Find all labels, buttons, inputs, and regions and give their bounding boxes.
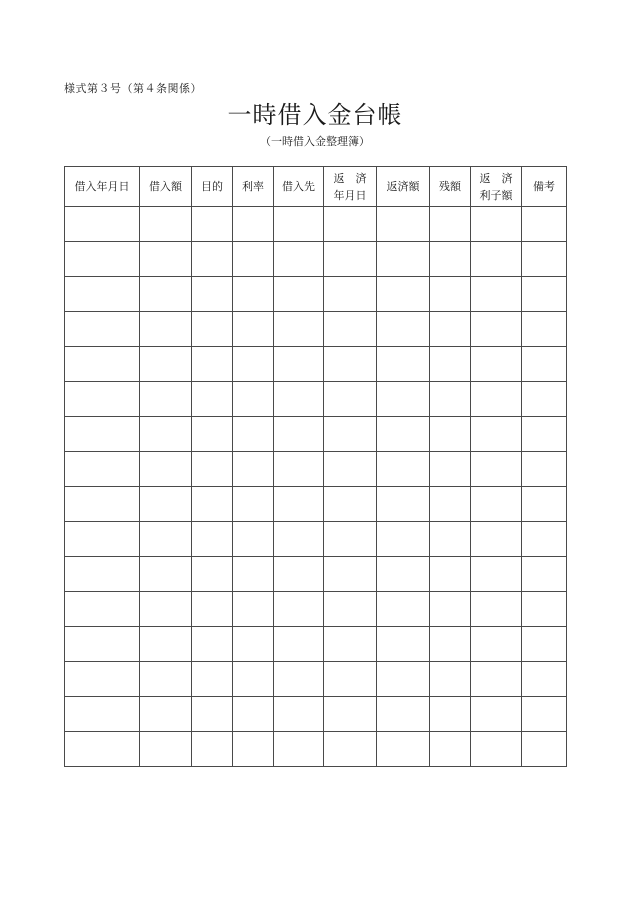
header-row <box>65 167 567 207</box>
col-header-purpose: 目的 <box>192 167 233 207</box>
table-cell-borrow-date[interactable] <box>65 627 140 662</box>
table-cell-lender[interactable] <box>274 662 324 697</box>
table-cell-borrow-amount[interactable] <box>140 382 192 417</box>
table-cell-repay-date[interactable] <box>324 522 377 557</box>
table-cell-purpose[interactable] <box>192 242 233 277</box>
table-cell-balance[interactable] <box>430 487 471 522</box>
table-cell-remarks[interactable] <box>522 487 567 522</box>
col-header-borrow-date: 借入年月日 <box>65 167 140 207</box>
table-cell-balance[interactable] <box>430 522 471 557</box>
table-cell-borrow-amount[interactable] <box>140 277 192 312</box>
table-cell-borrow-amount[interactable] <box>140 522 192 557</box>
table-cell-repay-amount[interactable] <box>377 522 430 557</box>
table-cell-purpose[interactable] <box>192 732 233 767</box>
table-cell-repay-interest[interactable] <box>471 277 522 312</box>
table-cell-repay-interest[interactable] <box>471 697 522 732</box>
table-cell-interest-rate[interactable] <box>233 487 274 522</box>
table-cell-purpose[interactable] <box>192 452 233 487</box>
table-cell-borrow-date[interactable] <box>65 487 140 522</box>
table-row <box>65 487 567 522</box>
table-cell-repay-date[interactable] <box>324 452 377 487</box>
table-cell-interest-rate[interactable] <box>233 242 274 277</box>
table-cell-balance[interactable] <box>430 452 471 487</box>
table-cell-repay-interest[interactable] <box>471 557 522 592</box>
table-cell-purpose[interactable] <box>192 417 233 452</box>
table-cell-repay-interest[interactable] <box>471 382 522 417</box>
table-cell-balance[interactable] <box>430 312 471 347</box>
table-cell-repay-interest[interactable] <box>471 487 522 522</box>
table-cell-repay-interest[interactable] <box>471 347 522 382</box>
table-cell-borrow-date[interactable] <box>65 417 140 452</box>
col-header-balance: 残額 <box>430 167 471 207</box>
col-header-repay-interest: 返 済 利子額 <box>471 167 522 207</box>
table-cell-repay-date[interactable] <box>324 312 377 347</box>
table-row <box>65 732 567 767</box>
table-row <box>65 592 567 627</box>
table-cell-borrow-date[interactable] <box>65 382 140 417</box>
table-cell-lender[interactable] <box>274 382 324 417</box>
table-cell-balance[interactable] <box>430 662 471 697</box>
table-cell-borrow-date[interactable] <box>65 662 140 697</box>
table-cell-borrow-amount[interactable] <box>140 312 192 347</box>
table-cell-remarks[interactable] <box>522 452 567 487</box>
table-cell-repay-amount[interactable] <box>377 417 430 452</box>
table-row <box>65 522 567 557</box>
table-cell-repay-interest[interactable] <box>471 312 522 347</box>
table-cell-borrow-date[interactable] <box>65 242 140 277</box>
table-cell-borrow-amount[interactable] <box>140 662 192 697</box>
table-cell-interest-rate[interactable] <box>233 697 274 732</box>
col-header-lender: 借入先 <box>274 167 324 207</box>
table-row <box>65 697 567 732</box>
table-cell-purpose[interactable] <box>192 312 233 347</box>
table-cell-repay-amount[interactable] <box>377 627 430 662</box>
table-cell-balance[interactable] <box>430 557 471 592</box>
table-row <box>65 452 567 487</box>
table-cell-repay-amount[interactable] <box>377 382 430 417</box>
table-cell-balance[interactable] <box>430 207 471 242</box>
table-cell-lender[interactable] <box>274 452 324 487</box>
table-cell-purpose[interactable] <box>192 487 233 522</box>
table-cell-repay-interest[interactable] <box>471 627 522 662</box>
table-cell-remarks[interactable] <box>522 557 567 592</box>
table-cell-borrow-date[interactable] <box>65 592 140 627</box>
table-cell-repay-date[interactable] <box>324 662 377 697</box>
table-cell-borrow-amount[interactable] <box>140 242 192 277</box>
table-cell-remarks[interactable] <box>522 417 567 452</box>
table-cell-borrow-amount[interactable] <box>140 627 192 662</box>
table-cell-balance[interactable] <box>430 417 471 452</box>
table-cell-lender[interactable] <box>274 347 324 382</box>
table-cell-interest-rate[interactable] <box>233 312 274 347</box>
col-header-remarks: 備考 <box>522 167 567 207</box>
table-cell-lender[interactable] <box>274 697 324 732</box>
table-row <box>65 417 567 452</box>
table-cell-balance[interactable] <box>430 592 471 627</box>
table-cell-repay-date[interactable] <box>324 732 377 767</box>
table-cell-purpose[interactable] <box>192 522 233 557</box>
table-cell-lender[interactable] <box>274 242 324 277</box>
ledger-body <box>65 207 567 767</box>
ledger-table <box>64 166 567 767</box>
table-cell-lender[interactable] <box>274 732 324 767</box>
table-cell-borrow-date[interactable] <box>65 697 140 732</box>
table-cell-repay-amount[interactable] <box>377 277 430 312</box>
table-cell-purpose[interactable] <box>192 557 233 592</box>
table-cell-repay-date[interactable] <box>324 242 377 277</box>
table-cell-repay-interest[interactable] <box>471 732 522 767</box>
table-cell-remarks[interactable] <box>522 732 567 767</box>
table-cell-interest-rate[interactable] <box>233 277 274 312</box>
table-row <box>65 207 567 242</box>
table-cell-repay-date[interactable] <box>324 277 377 312</box>
table-cell-lender[interactable] <box>274 557 324 592</box>
table-cell-lender[interactable] <box>274 417 324 452</box>
table-cell-balance[interactable] <box>430 732 471 767</box>
table-cell-remarks[interactable] <box>522 347 567 382</box>
table-cell-repay-date[interactable] <box>324 207 377 242</box>
col-header-repay-date: 返 済 年月日 <box>324 167 377 207</box>
table-cell-interest-rate[interactable] <box>233 452 274 487</box>
table-cell-repay-amount[interactable] <box>377 452 430 487</box>
table-cell-interest-rate[interactable] <box>233 522 274 557</box>
page-subtitle: （一時借入金整理簿） <box>260 135 370 148</box>
table-cell-repay-amount[interactable] <box>377 557 430 592</box>
col-header-borrow-amount: 借入額 <box>140 167 192 207</box>
table-cell-repay-interest[interactable] <box>471 207 522 242</box>
table-cell-borrow-date[interactable] <box>65 452 140 487</box>
table-cell-borrow-amount[interactable] <box>140 417 192 452</box>
table-cell-repay-date[interactable] <box>324 697 377 732</box>
table-row <box>65 242 567 277</box>
table-cell-purpose[interactable] <box>192 627 233 662</box>
col-header-interest-rate: 利率 <box>233 167 274 207</box>
table-cell-interest-rate[interactable] <box>233 207 274 242</box>
table-cell-repay-date[interactable] <box>324 417 377 452</box>
table-cell-borrow-amount[interactable] <box>140 207 192 242</box>
table-cell-repay-amount[interactable] <box>377 487 430 522</box>
table-cell-remarks[interactable] <box>522 522 567 557</box>
table-cell-repay-amount[interactable] <box>377 592 430 627</box>
col-header-repay-amount: 返済額 <box>377 167 430 207</box>
table-cell-lender[interactable] <box>274 487 324 522</box>
table-cell-repay-interest[interactable] <box>471 592 522 627</box>
table-cell-interest-rate[interactable] <box>233 627 274 662</box>
table-cell-interest-rate[interactable] <box>233 557 274 592</box>
table-cell-interest-rate[interactable] <box>233 662 274 697</box>
table-cell-balance[interactable] <box>430 347 471 382</box>
table-cell-borrow-amount[interactable] <box>140 697 192 732</box>
table-cell-purpose[interactable] <box>192 592 233 627</box>
table-cell-balance[interactable] <box>430 382 471 417</box>
table-cell-borrow-amount[interactable] <box>140 592 192 627</box>
table-row <box>65 627 567 662</box>
table-cell-repay-date[interactable] <box>324 627 377 662</box>
table-cell-balance[interactable] <box>430 242 471 277</box>
table-cell-repay-interest[interactable] <box>471 522 522 557</box>
table-cell-repay-date[interactable] <box>324 592 377 627</box>
table-cell-interest-rate[interactable] <box>233 732 274 767</box>
table-cell-remarks[interactable] <box>522 382 567 417</box>
table-cell-interest-rate[interactable] <box>233 382 274 417</box>
table-cell-repay-amount[interactable] <box>377 207 430 242</box>
table-cell-repay-amount[interactable] <box>377 732 430 767</box>
table-cell-repay-interest[interactable] <box>471 242 522 277</box>
table-row <box>65 277 567 312</box>
table-cell-repay-amount[interactable] <box>377 662 430 697</box>
table-cell-borrow-date[interactable] <box>65 277 140 312</box>
table-row <box>65 557 567 592</box>
table-cell-borrow-date[interactable] <box>65 557 140 592</box>
table-cell-lender[interactable] <box>274 592 324 627</box>
table-cell-balance[interactable] <box>430 697 471 732</box>
table-cell-repay-amount[interactable] <box>377 697 430 732</box>
table-cell-remarks[interactable] <box>522 242 567 277</box>
table-cell-borrow-amount[interactable] <box>140 347 192 382</box>
table-cell-borrow-amount[interactable] <box>140 557 192 592</box>
table-cell-purpose[interactable] <box>192 207 233 242</box>
table-cell-repay-date[interactable] <box>324 347 377 382</box>
form-number: 様式第３号（第４条関係） <box>64 82 202 95</box>
table-row <box>65 347 567 382</box>
table-cell-repay-amount[interactable] <box>377 347 430 382</box>
table-cell-balance[interactable] <box>430 627 471 662</box>
table-cell-repay-date[interactable] <box>324 487 377 522</box>
page-title: 一時借入金台帳 <box>227 101 403 129</box>
table-cell-borrow-amount[interactable] <box>140 452 192 487</box>
table-cell-borrow-amount[interactable] <box>140 487 192 522</box>
table-cell-remarks[interactable] <box>522 662 567 697</box>
table-cell-repay-amount[interactable] <box>377 312 430 347</box>
table-row <box>65 312 567 347</box>
table-cell-lender[interactable] <box>274 277 324 312</box>
table-cell-repay-amount[interactable] <box>377 242 430 277</box>
table-row <box>65 382 567 417</box>
table-cell-remarks[interactable] <box>522 592 567 627</box>
table-cell-repay-date[interactable] <box>324 557 377 592</box>
table-cell-purpose[interactable] <box>192 382 233 417</box>
table-cell-remarks[interactable] <box>522 312 567 347</box>
table-cell-lender[interactable] <box>274 627 324 662</box>
table-cell-remarks[interactable] <box>522 627 567 662</box>
table-cell-lender[interactable] <box>274 522 324 557</box>
table-cell-borrow-date[interactable] <box>65 207 140 242</box>
table-cell-purpose[interactable] <box>192 277 233 312</box>
table-cell-lender[interactable] <box>274 312 324 347</box>
table-cell-balance[interactable] <box>430 277 471 312</box>
table-cell-interest-rate[interactable] <box>233 592 274 627</box>
table-row <box>65 662 567 697</box>
table-cell-interest-rate[interactable] <box>233 417 274 452</box>
table-cell-purpose[interactable] <box>192 347 233 382</box>
table-cell-borrow-date[interactable] <box>65 522 140 557</box>
table-cell-remarks[interactable] <box>522 207 567 242</box>
table-cell-purpose[interactable] <box>192 697 233 732</box>
table-cell-interest-rate[interactable] <box>233 347 274 382</box>
table-cell-remarks[interactable] <box>522 697 567 732</box>
table-cell-borrow-date[interactable] <box>65 732 140 767</box>
table-cell-purpose[interactable] <box>192 662 233 697</box>
table-cell-remarks[interactable] <box>522 277 567 312</box>
table-cell-repay-interest[interactable] <box>471 417 522 452</box>
table-cell-borrow-date[interactable] <box>65 312 140 347</box>
table-cell-repay-date[interactable] <box>324 382 377 417</box>
table-cell-lender[interactable] <box>274 207 324 242</box>
table-cell-repay-interest[interactable] <box>471 662 522 697</box>
table-cell-repay-interest[interactable] <box>471 452 522 487</box>
table-cell-borrow-date[interactable] <box>65 347 140 382</box>
table-cell-borrow-amount[interactable] <box>140 732 192 767</box>
